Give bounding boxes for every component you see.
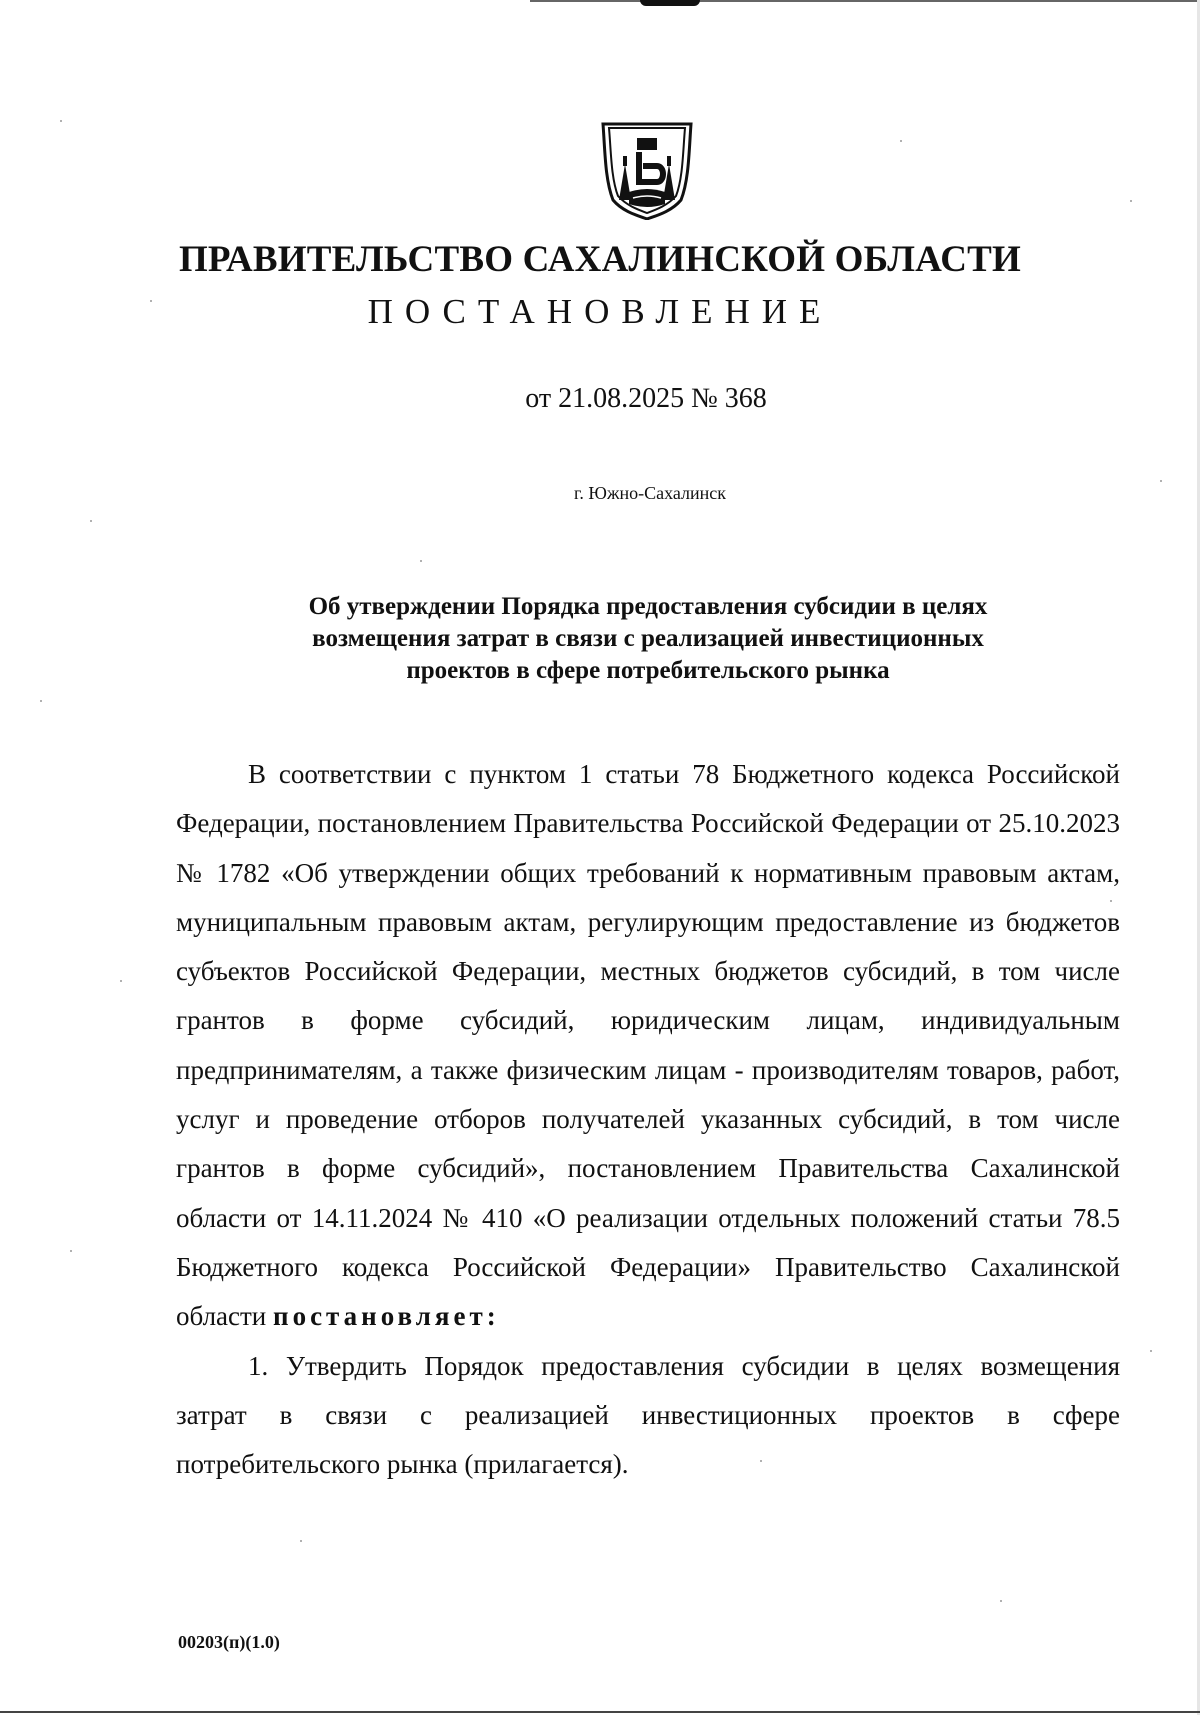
speck <box>120 980 122 982</box>
speck <box>1150 1350 1152 1352</box>
speck <box>1130 200 1132 202</box>
resolves-word: постановляет: <box>273 1301 500 1332</box>
document-city: г. Южно-Сахалинск <box>573 483 727 503</box>
document-type: ПОСТАНОВЛЕНИЕ <box>367 292 833 331</box>
subject-line: возмещения затрат в связи с реализацией инвестиционных <box>312 625 984 652</box>
speck <box>40 700 42 702</box>
speck <box>760 1460 762 1462</box>
document-body <box>176 750 1120 1489</box>
speck <box>70 1250 72 1252</box>
scan-bottom-line <box>0 1711 1200 1713</box>
speck <box>60 120 62 122</box>
coat-of-arms-icon <box>599 120 695 220</box>
subject-line: Об утверждении Порядка предоставления субсидии в целях <box>308 593 988 620</box>
document-subject <box>0 591 1200 687</box>
footer-code: 00203(п)(1.0) <box>178 1632 280 1652</box>
preamble-paragraph <box>176 750 1120 1342</box>
speck <box>300 1540 302 1542</box>
scan-top-smudge <box>640 0 700 6</box>
government-title: ПРАВИТЕЛЬСТВО САХАЛИНСКОЙ ОБЛАСТИ <box>178 239 1022 280</box>
document-date-number: от 21.08.2025 № 368 <box>525 383 767 414</box>
speck <box>900 140 902 142</box>
speck <box>1160 480 1162 482</box>
speck <box>1000 1600 1002 1602</box>
scan-top-line <box>530 0 1200 2</box>
subject-line: проектов в сфере потребительского рынка <box>406 657 890 684</box>
speck <box>420 560 422 562</box>
preamble-text: В соответствии с пунктом 1 статьи 78 Бюджетного кодекса Российской Федерации, постановлением Правительства Российской Федерации от 25.10.2023 № 1782 «Об утверждении общих требований к нормативным правовым актам, муниципальным правовым актам, регулирующим предоставление из бюджетов субъектов Российской Федерации, местных бюджетов субсидий, в том числе грантов в форме субсидий, юридическим лицам, индивидуальным предпринимателям, а также физическим лицам - производителям товаров, работ, услуг и проведение отборов получателей указанных субсидий, в том числе грантов в форме субсидий», постановлением Правительства Сахалинской области от 14.11.2024 № 410 «О реализации отдельных положений статьи 78.5 Бюджетного кодекса Российской Федерации» Правительство Сахалинской области <box>176 759 1120 1332</box>
speck <box>1110 900 1112 902</box>
item-paragraph: 1. Утвердить Порядок предоставления субсидии в целях возмещения затрат в связи с реализацией инвестиционных проектов в сфере потребительского рынка (прилагается). <box>176 1350 1120 1480</box>
speck <box>90 520 92 522</box>
speck <box>150 300 152 302</box>
